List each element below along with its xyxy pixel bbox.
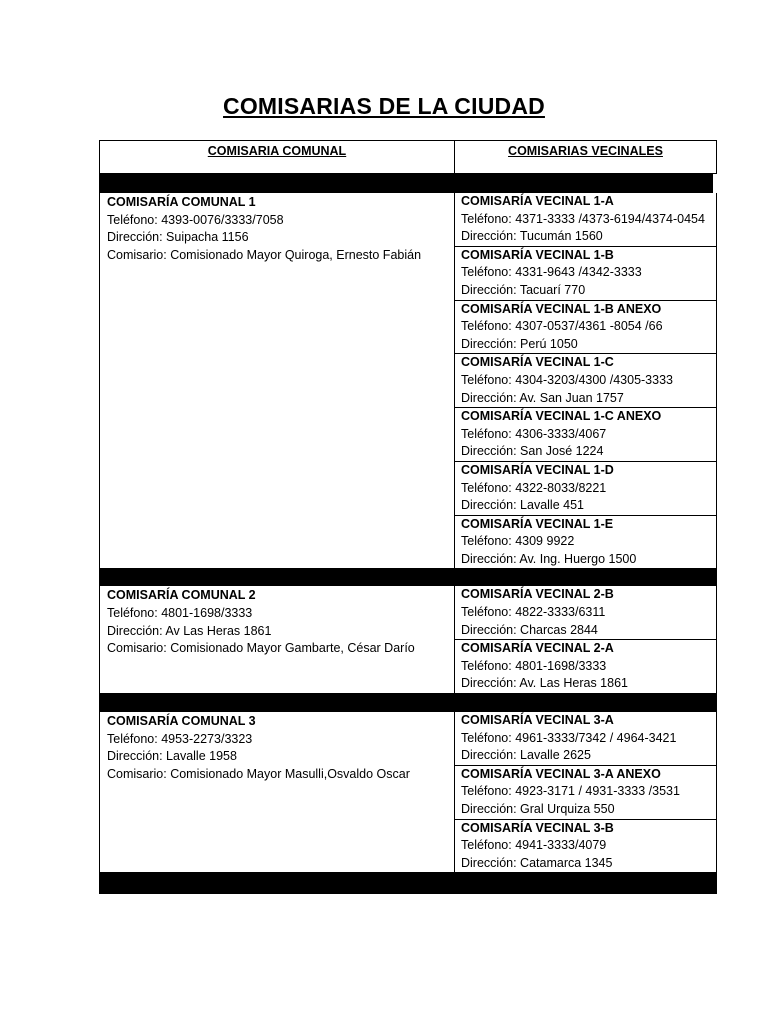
vecinal-direccion: Dirección: Av. Ing. Huergo 1500 — [461, 551, 637, 566]
vecinal-direccion: Dirección: Tucumán 1560 — [461, 229, 603, 244]
section-separator — [99, 174, 713, 193]
vecinal-direccion: Dirección: Perú 1050 — [461, 336, 578, 351]
vecinal-telefono: Teléfono: 4309 9922 — [461, 534, 575, 549]
vecinal-name: COMISARÍA VECINAL 2-A — [461, 641, 614, 656]
vecinal-name: COMISARÍA VECINAL 1-A — [461, 194, 614, 208]
vecinal-name: COMISARÍA VECINAL 3-A ANEXO — [461, 766, 661, 781]
vecinal-entry — [455, 247, 716, 301]
vecinal-telefono: Teléfono: 4331-9643 /4342-3333 — [461, 265, 642, 280]
vecinal-entry — [455, 712, 716, 766]
page-title: COMISARIAS DE LA CIUDAD — [223, 93, 545, 119]
vecinal-name: COMISARÍA VECINAL 2-B — [461, 587, 614, 602]
comunal-cell — [100, 193, 455, 568]
vecinal-direccion: Dirección: Av. San Juan 1757 — [461, 390, 624, 405]
vecinales-cell — [455, 193, 716, 568]
vecinal-direccion: Dirección: San José 1224 — [461, 444, 604, 459]
comunal-cell — [100, 586, 455, 693]
comunal-telefono: Teléfono: 4393-0076/3333/7058 — [107, 212, 284, 227]
comunal-name: COMISARÍA COMUNAL 2 — [107, 588, 256, 603]
section-comuna-2 — [99, 586, 717, 693]
vecinal-direccion: Dirección: Catamarca 1345 — [461, 855, 613, 870]
comunal-comisario: Comisario: Comisionado Mayor Quiroga, Ernesto Fabián — [107, 247, 422, 262]
vecinal-direccion: Dirección: Lavalle 451 — [461, 498, 584, 513]
vecinal-name: COMISARÍA VECINAL 1-C ANEXO — [461, 409, 662, 424]
vecinal-name: COMISARÍA VECINAL 1-B — [461, 247, 614, 262]
vecinal-entry — [455, 820, 716, 873]
section-separator — [99, 693, 717, 712]
vecinal-entry — [455, 516, 716, 569]
vecinales-cell — [455, 712, 716, 872]
vecinal-direccion: Dirección: Tacuarí 770 — [461, 282, 586, 297]
vecinal-entry — [455, 408, 716, 462]
vecinal-direccion: Dirección: Charcas 2844 — [461, 622, 598, 637]
section-comuna-1 — [99, 193, 717, 568]
section-separator — [99, 872, 717, 894]
vecinal-telefono: Teléfono: 4304-3203/4300 /4305-3333 — [461, 372, 673, 387]
vecinal-entry — [455, 766, 716, 820]
vecinal-entry — [455, 354, 716, 408]
vecinal-name: COMISARÍA VECINAL 1-D — [461, 462, 614, 477]
vecinal-entry — [455, 586, 716, 640]
comisarias-table — [99, 140, 717, 894]
vecinal-name: COMISARÍA VECINAL 3-A — [461, 713, 614, 728]
vecinal-telefono: Teléfono: 4801-1698/3333 — [461, 658, 607, 673]
vecinal-telefono: Teléfono: 4923-3171 / 4931-3333 /3531 — [461, 784, 680, 799]
vecinal-entry — [455, 640, 716, 693]
comunal-telefono: Teléfono: 4801-1698/3333 — [107, 606, 253, 621]
comunal-comisario: Comisario: Comisionado Mayor Masulli,Osvaldo Oscar — [107, 766, 410, 781]
comunal-direccion: Dirección: Av Las Heras 1861 — [107, 623, 272, 638]
section-separator — [99, 568, 717, 586]
vecinal-telefono: Teléfono: 4961-3333/7342 / 4964-3421 — [461, 730, 677, 745]
vecinal-name: COMISARÍA VECINAL 1-C — [461, 355, 614, 370]
vecinal-telefono: Teléfono: 4307-0537/4361 -8054 /66 — [461, 319, 663, 334]
vecinal-entry — [455, 301, 716, 355]
comunal-comisario: Comisario: Comisionado Mayor Gambarte, César Darío — [107, 641, 415, 656]
vecinal-direccion: Dirección: Av. Las Heras 1861 — [461, 676, 628, 691]
vecinal-telefono: Teléfono: 4322-8033/8221 — [461, 480, 607, 495]
vecinal-telefono: Teléfono: 4306-3333/4067 — [461, 426, 607, 441]
vecinal-telefono: Teléfono: 4371-3333 /4373-6194/4374-0454 — [461, 211, 705, 226]
comunal-cell — [100, 712, 455, 872]
vecinal-direccion: Dirección: Gral Urquiza 550 — [461, 802, 615, 816]
section-comuna-3 — [99, 712, 717, 872]
table-header — [99, 140, 717, 174]
vecinal-entry — [455, 462, 716, 516]
comunal-name: COMISARÍA COMUNAL 1 — [107, 195, 256, 209]
comunal-name: COMISARÍA COMUNAL 3 — [107, 714, 256, 729]
vecinal-name: COMISARÍA VECINAL 3-B — [461, 820, 614, 835]
comunal-direccion: Dirección: Lavalle 1958 — [107, 749, 237, 764]
vecinal-direccion: Dirección: Lavalle 2625 — [461, 748, 591, 763]
vecinal-telefono: Teléfono: 4822-3333/6311 — [461, 605, 606, 620]
header-comunal: COMISARIA COMUNAL — [100, 141, 455, 173]
vecinal-name: COMISARÍA VECINAL 1-E — [461, 516, 614, 531]
comunal-telefono: Teléfono: 4953-2273/3323 — [107, 731, 253, 746]
vecinal-telefono: Teléfono: 4941-3333/4079 — [461, 838, 607, 853]
vecinales-cell — [455, 586, 716, 693]
vecinal-entry — [455, 193, 716, 247]
vecinal-name: COMISARÍA VECINAL 1-B ANEXO — [461, 301, 662, 316]
header-vecinales: COMISARIAS VECINALES — [508, 144, 663, 158]
comunal-direccion: Dirección: Suipacha 1156 — [107, 230, 249, 245]
